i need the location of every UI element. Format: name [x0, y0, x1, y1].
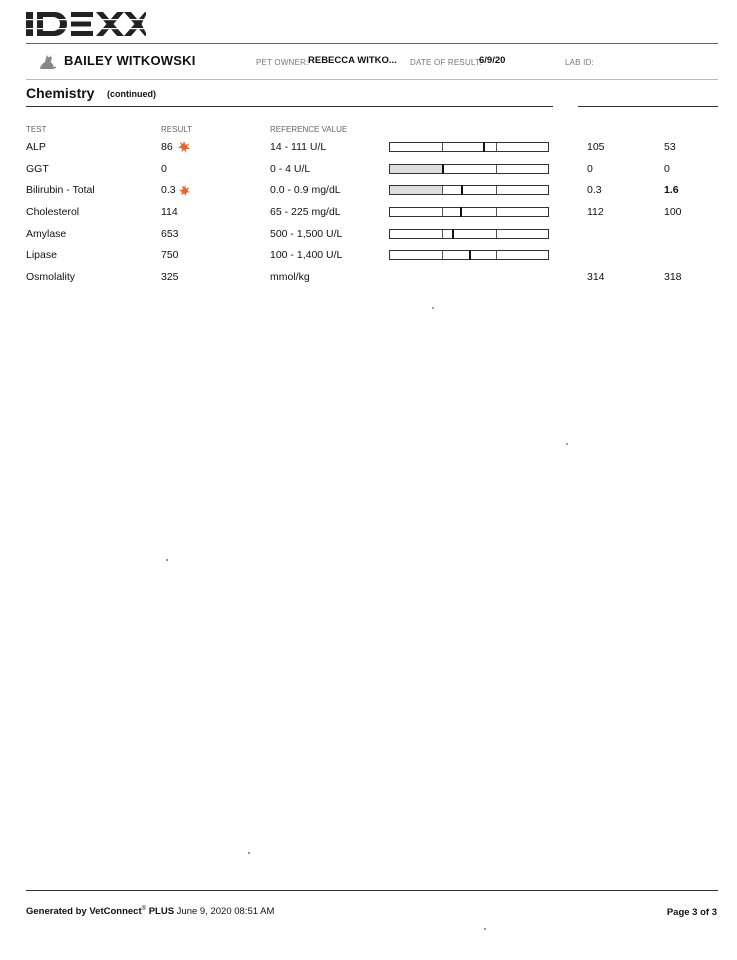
- range-tick: [442, 208, 443, 216]
- test-name: Amylase: [26, 228, 67, 240]
- result-marker: [483, 142, 485, 152]
- reference-range-bar: [389, 185, 549, 195]
- result-value: 653: [161, 228, 179, 240]
- range-fill: [390, 186, 442, 194]
- previous-result-1: 0: [587, 163, 593, 175]
- previous-result-2: 53: [664, 141, 676, 153]
- test-name: Osmolality: [26, 271, 76, 283]
- generated-prefix: Generated by VetConnect: [26, 906, 142, 918]
- reference-range-bar: [389, 164, 549, 174]
- section-title: Chemistry: [26, 85, 95, 101]
- reference-value: 0.0 - 0.9 mg/dL: [270, 184, 341, 196]
- section-subtitle: (continued): [107, 89, 156, 99]
- result-marker: [452, 229, 454, 239]
- reference-value: 14 - 111 U/L: [270, 141, 327, 153]
- pet-name: BAILEY WITKOWSKI: [64, 53, 196, 68]
- flag-high-icon: [178, 140, 190, 152]
- result-marker: [469, 250, 471, 260]
- test-name: ALP: [26, 141, 46, 153]
- result-marker: [460, 207, 462, 217]
- pet-owner-value: REBECCA WITKO...: [308, 55, 397, 66]
- range-tick: [442, 230, 443, 238]
- registered-mark: ®: [141, 906, 147, 912]
- range-tick: [496, 186, 497, 194]
- date-of-result-label: DATE OF RESULT:: [410, 58, 482, 67]
- range-tick: [496, 230, 497, 238]
- column-header-reference: REFERENCE VALUE: [270, 125, 348, 134]
- range-tick: [496, 208, 497, 216]
- previous-result-2: 318: [664, 271, 682, 283]
- previous-result-1: 314: [587, 271, 605, 283]
- reference-range-bar: [389, 207, 549, 217]
- result-value: 86: [161, 141, 173, 153]
- reference-range-bar: [389, 250, 549, 260]
- reference-range-bar: [389, 142, 549, 152]
- range-tick: [442, 251, 443, 259]
- page-number: Page 3 of 3: [666, 907, 717, 918]
- test-name: GGT: [26, 163, 49, 175]
- range-fill: [390, 165, 442, 173]
- reference-value: mmol/kg: [270, 271, 310, 283]
- range-tick: [496, 251, 497, 259]
- range-tick: [496, 143, 497, 151]
- previous-result-1: 112: [587, 206, 604, 218]
- flag-low-icon: [178, 183, 190, 195]
- result-value: 0.3: [161, 184, 176, 196]
- idexx-logo: [26, 12, 146, 36]
- reference-value: 65 - 225 mg/dL: [270, 206, 341, 218]
- vetconnect-plus: PLUS: [148, 906, 175, 918]
- result-value: 0: [161, 163, 167, 175]
- range-tick: [496, 165, 497, 173]
- cat-icon: [38, 52, 58, 70]
- test-name: Bilirubin - Total: [26, 184, 95, 196]
- result-marker: [461, 185, 463, 195]
- result-value: 114: [161, 206, 178, 218]
- test-name: Cholesterol: [26, 206, 80, 218]
- generated-timestamp: June 9, 2020 08:51 AM: [176, 906, 275, 918]
- previous-result-2: 1.6: [664, 184, 679, 196]
- reference-value: 100 - 1,400 U/L: [270, 249, 343, 261]
- previous-result-1: 105: [587, 141, 605, 153]
- result-marker: [442, 164, 444, 174]
- reference-value: 500 - 1,500 U/L: [270, 228, 343, 240]
- lab-id-label: LAB ID:: [565, 58, 594, 67]
- result-value: 325: [161, 271, 179, 283]
- previous-result-2: 100: [664, 206, 682, 218]
- previous-result-2: 0: [664, 163, 670, 175]
- result-value: 750: [161, 249, 179, 261]
- column-header-test: TEST: [26, 125, 47, 134]
- range-tick: [442, 186, 443, 194]
- reference-value: 0 - 4 U/L: [270, 163, 311, 175]
- previous-result-1: 0.3: [587, 184, 602, 196]
- footer-generated-by: [26, 906, 274, 917]
- date-of-result-value: 6/9/20: [479, 55, 506, 66]
- reference-range-bar: [389, 229, 549, 239]
- column-header-result: RESULT: [161, 125, 192, 134]
- range-tick: [442, 143, 443, 151]
- test-name: Lipase: [26, 249, 57, 261]
- pet-owner-label: PET OWNER:: [256, 58, 309, 67]
